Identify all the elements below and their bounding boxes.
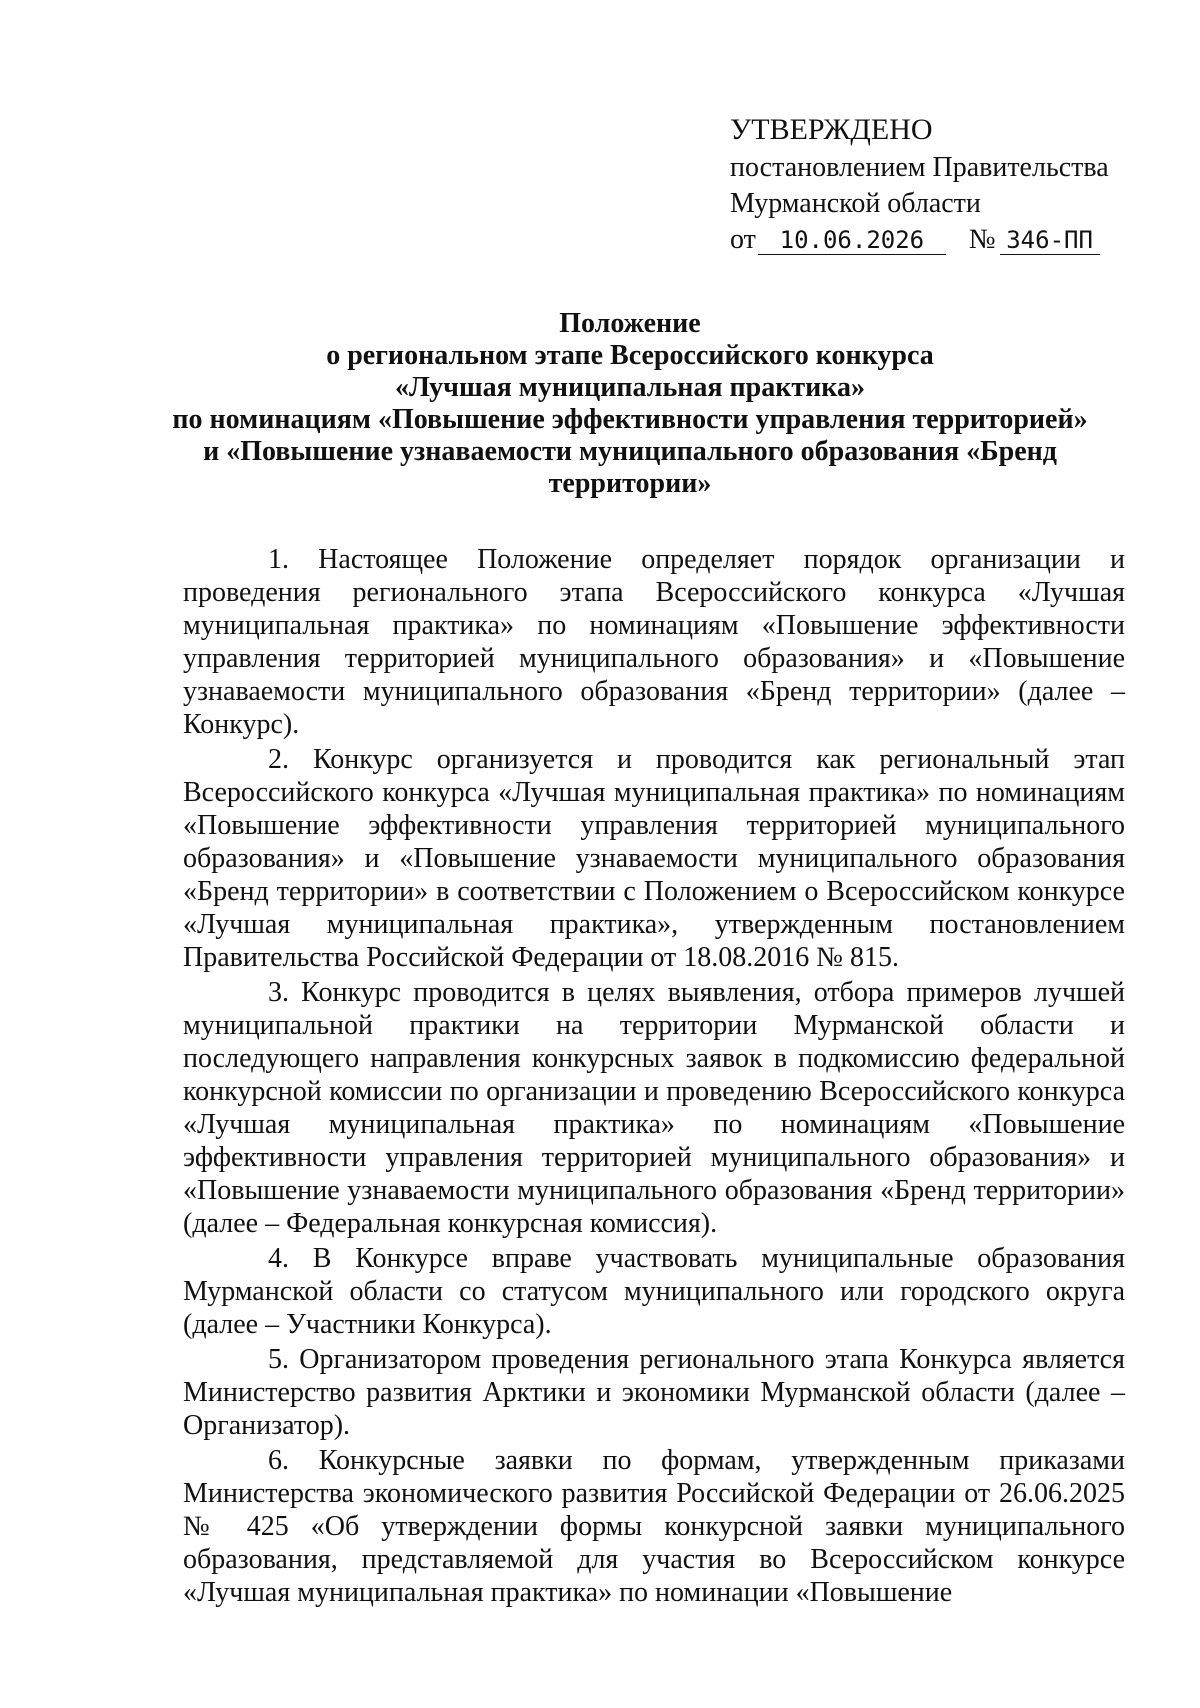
paragraph-6: 6. Конкурсные заявки по формам, утвержденным приказами Министерства экономического развития Российской Федерации от 26.06.2025 № 425 «Об утверждении формы конкурсной заявки муниципального образования, представляемой для участия во Всероссийском конкурсе «Лучшая муниципальная практика» по номинации «Повышение (183, 1445, 1125, 1608)
approval-line-1: постановлением Правительства (730, 152, 1109, 183)
document-body (183, 543, 1125, 1611)
approval-date-number-row (730, 222, 1150, 258)
from-label: от (730, 224, 756, 255)
title-line-6: территории» (548, 468, 712, 499)
approval-date: 10.06.2026 (758, 226, 946, 255)
title-line-4: по номинациям «Повышение эффективности управления территорией» (172, 404, 1088, 435)
paragraph-3: 3. Конкурс проводится в целях выявления, отбора примеров лучшей муниципальной практики на территории Мурманской области и последующего направления конкурсных заявок в подкомиссию федеральной конкурсной комиссии по организации и проведению Всероссийского конкурса «Лучшая муниципальная практика» по номинациям «Повышение эффективности управления территорией муниципального образования» и «Повышение узнаваемости муниципального образования «Бренд территории» (далее – Федеральная конкурсная комиссия). (183, 977, 1125, 1239)
paragraph-4: 4. В Конкурсе вправе участвовать муниципальные образования Мурманской области со статусом муниципального или городского округа (далее – Участники Конкурса). (183, 1243, 1125, 1340)
approval-line-2: Мурманской области (730, 188, 981, 219)
title-line-5: и «Повышение узнаваемости муниципального образования «Бренд (203, 436, 1057, 467)
paragraph-5: 5. Организатором проведения регионального этапа Конкурса является Министерство развития Арктики и экономики Мурманской области (далее – Организатор). (183, 1344, 1125, 1441)
approval-block (730, 110, 1150, 258)
title-line-3: «Лучшая муниципальная практика» (395, 372, 865, 403)
paragraph-1: 1. Настоящее Положение определяет порядок организации и проведения регионального этапа Всероссийского конкурса «Лучшая муниципальная практика» по номинациям «Повышение эффективности управления территорией муниципального образования» и «Повышение узнаваемости муниципального образования «Бренд территории» (далее – Конкурс). (183, 544, 1125, 740)
number-label: № (968, 224, 996, 255)
approval-number: 346-ПП (1000, 226, 1100, 255)
approval-stamp: УТВЕРЖДЕНО (730, 113, 933, 146)
title-line-1: Положение (559, 308, 701, 339)
title-line-2: о региональном этапе Всероссийского конкурса (326, 340, 934, 371)
paragraph-2: 2. Конкурс организуется и проводится как региональный этап Всероссийского конкурса «Лучшая муниципальная практика» по номинациям «Повышение эффективности управления территорией муниципального образования» и «Повышение узнаваемости муниципального образования «Бренд территории» в соответствии с Положением о Всероссийском конкурсе «Лучшая муниципальная практика», утвержденным постановлением Правительства Российской Федерации от 18.08.2016 № 815. (183, 744, 1125, 973)
document-title (130, 308, 1130, 500)
